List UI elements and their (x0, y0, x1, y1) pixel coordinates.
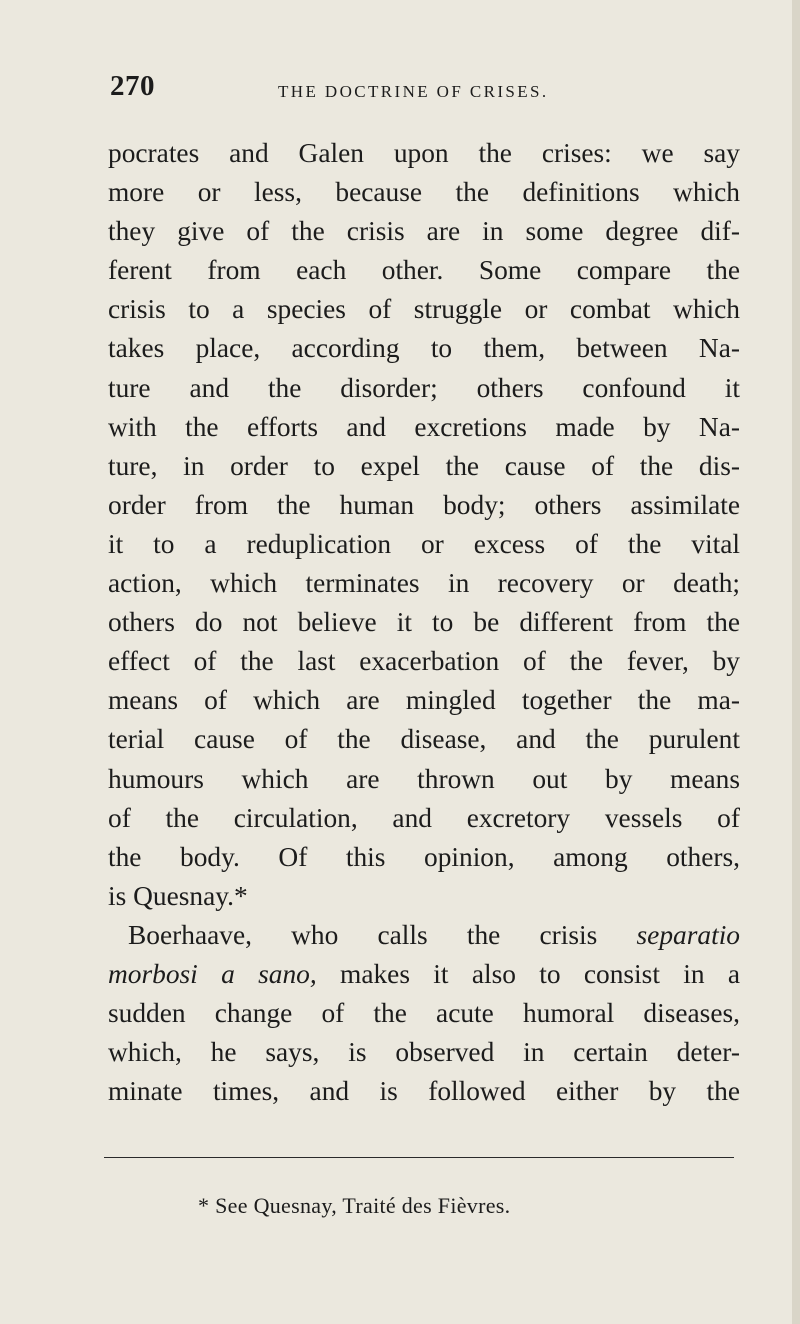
text-line: ture, in order to expel the cause of the dis- (108, 450, 740, 481)
text-line: more or less, because the definitions which (108, 177, 740, 208)
paragraph-2-line-1 (108, 916, 740, 955)
paragraph-2-start: Boerhaave, who calls the crisis (128, 919, 598, 950)
paragraph-2-rest: makes it also to consist in a (340, 958, 741, 989)
text-line: others do not believe it to be different from the (108, 607, 740, 638)
footnote: * See Quesnay, Traité des Fièvres. (198, 1193, 511, 1218)
text-line: they give of the crisis are in some degree dif- (108, 216, 740, 247)
text-line: of the circulation, and excretory vessels of (108, 802, 740, 833)
text-line: sudden change of the acute humoral diseases, (108, 998, 740, 1029)
text-line: means of which are mingled together the ma- (108, 685, 740, 716)
body-text (108, 134, 740, 1111)
text-line: effect of the last exacerbation of the fever, by (108, 646, 740, 677)
text-line: ture and the disorder; others confound it (108, 372, 740, 403)
latin-term-2: morbosi a sano, (108, 958, 317, 989)
paragraph-2-line-2 (108, 955, 740, 994)
text-line: it to a reduplication or excess of the vital (108, 528, 740, 559)
text-line: is Quesnay.* (108, 880, 248, 911)
latin-term-1: separatio (636, 919, 740, 950)
text-line: order from the human body; others assimilate (108, 489, 740, 520)
running-head (110, 70, 740, 106)
footnote-rule (104, 1157, 734, 1158)
text-line: pocrates and Galen upon the crises: we say (108, 138, 740, 168)
text-line: terial cause of the disease, and the purulent (108, 724, 740, 755)
text-line: the body. Of this opinion, among others, (108, 841, 740, 872)
text-line: takes place, according to them, between Na- (108, 333, 740, 364)
page-number: 270 (110, 70, 155, 102)
text-line: action, which terminates in recovery or death; (108, 568, 740, 599)
running-title: THE DOCTRINE OF CRISES. (278, 82, 549, 101)
text-line: with the efforts and excretions made by Na- (108, 411, 740, 442)
text-line: humours which are thrown out by means (108, 763, 740, 794)
text-line: which, he says, is observed in certain deter- (108, 1037, 740, 1068)
text-line: crisis to a species of struggle or combat which (108, 294, 740, 325)
text-line: minate times, and is followed either by the (108, 1076, 740, 1107)
text-line: ferent from each other. Some compare the (108, 255, 740, 286)
page-edge (792, 0, 800, 1324)
